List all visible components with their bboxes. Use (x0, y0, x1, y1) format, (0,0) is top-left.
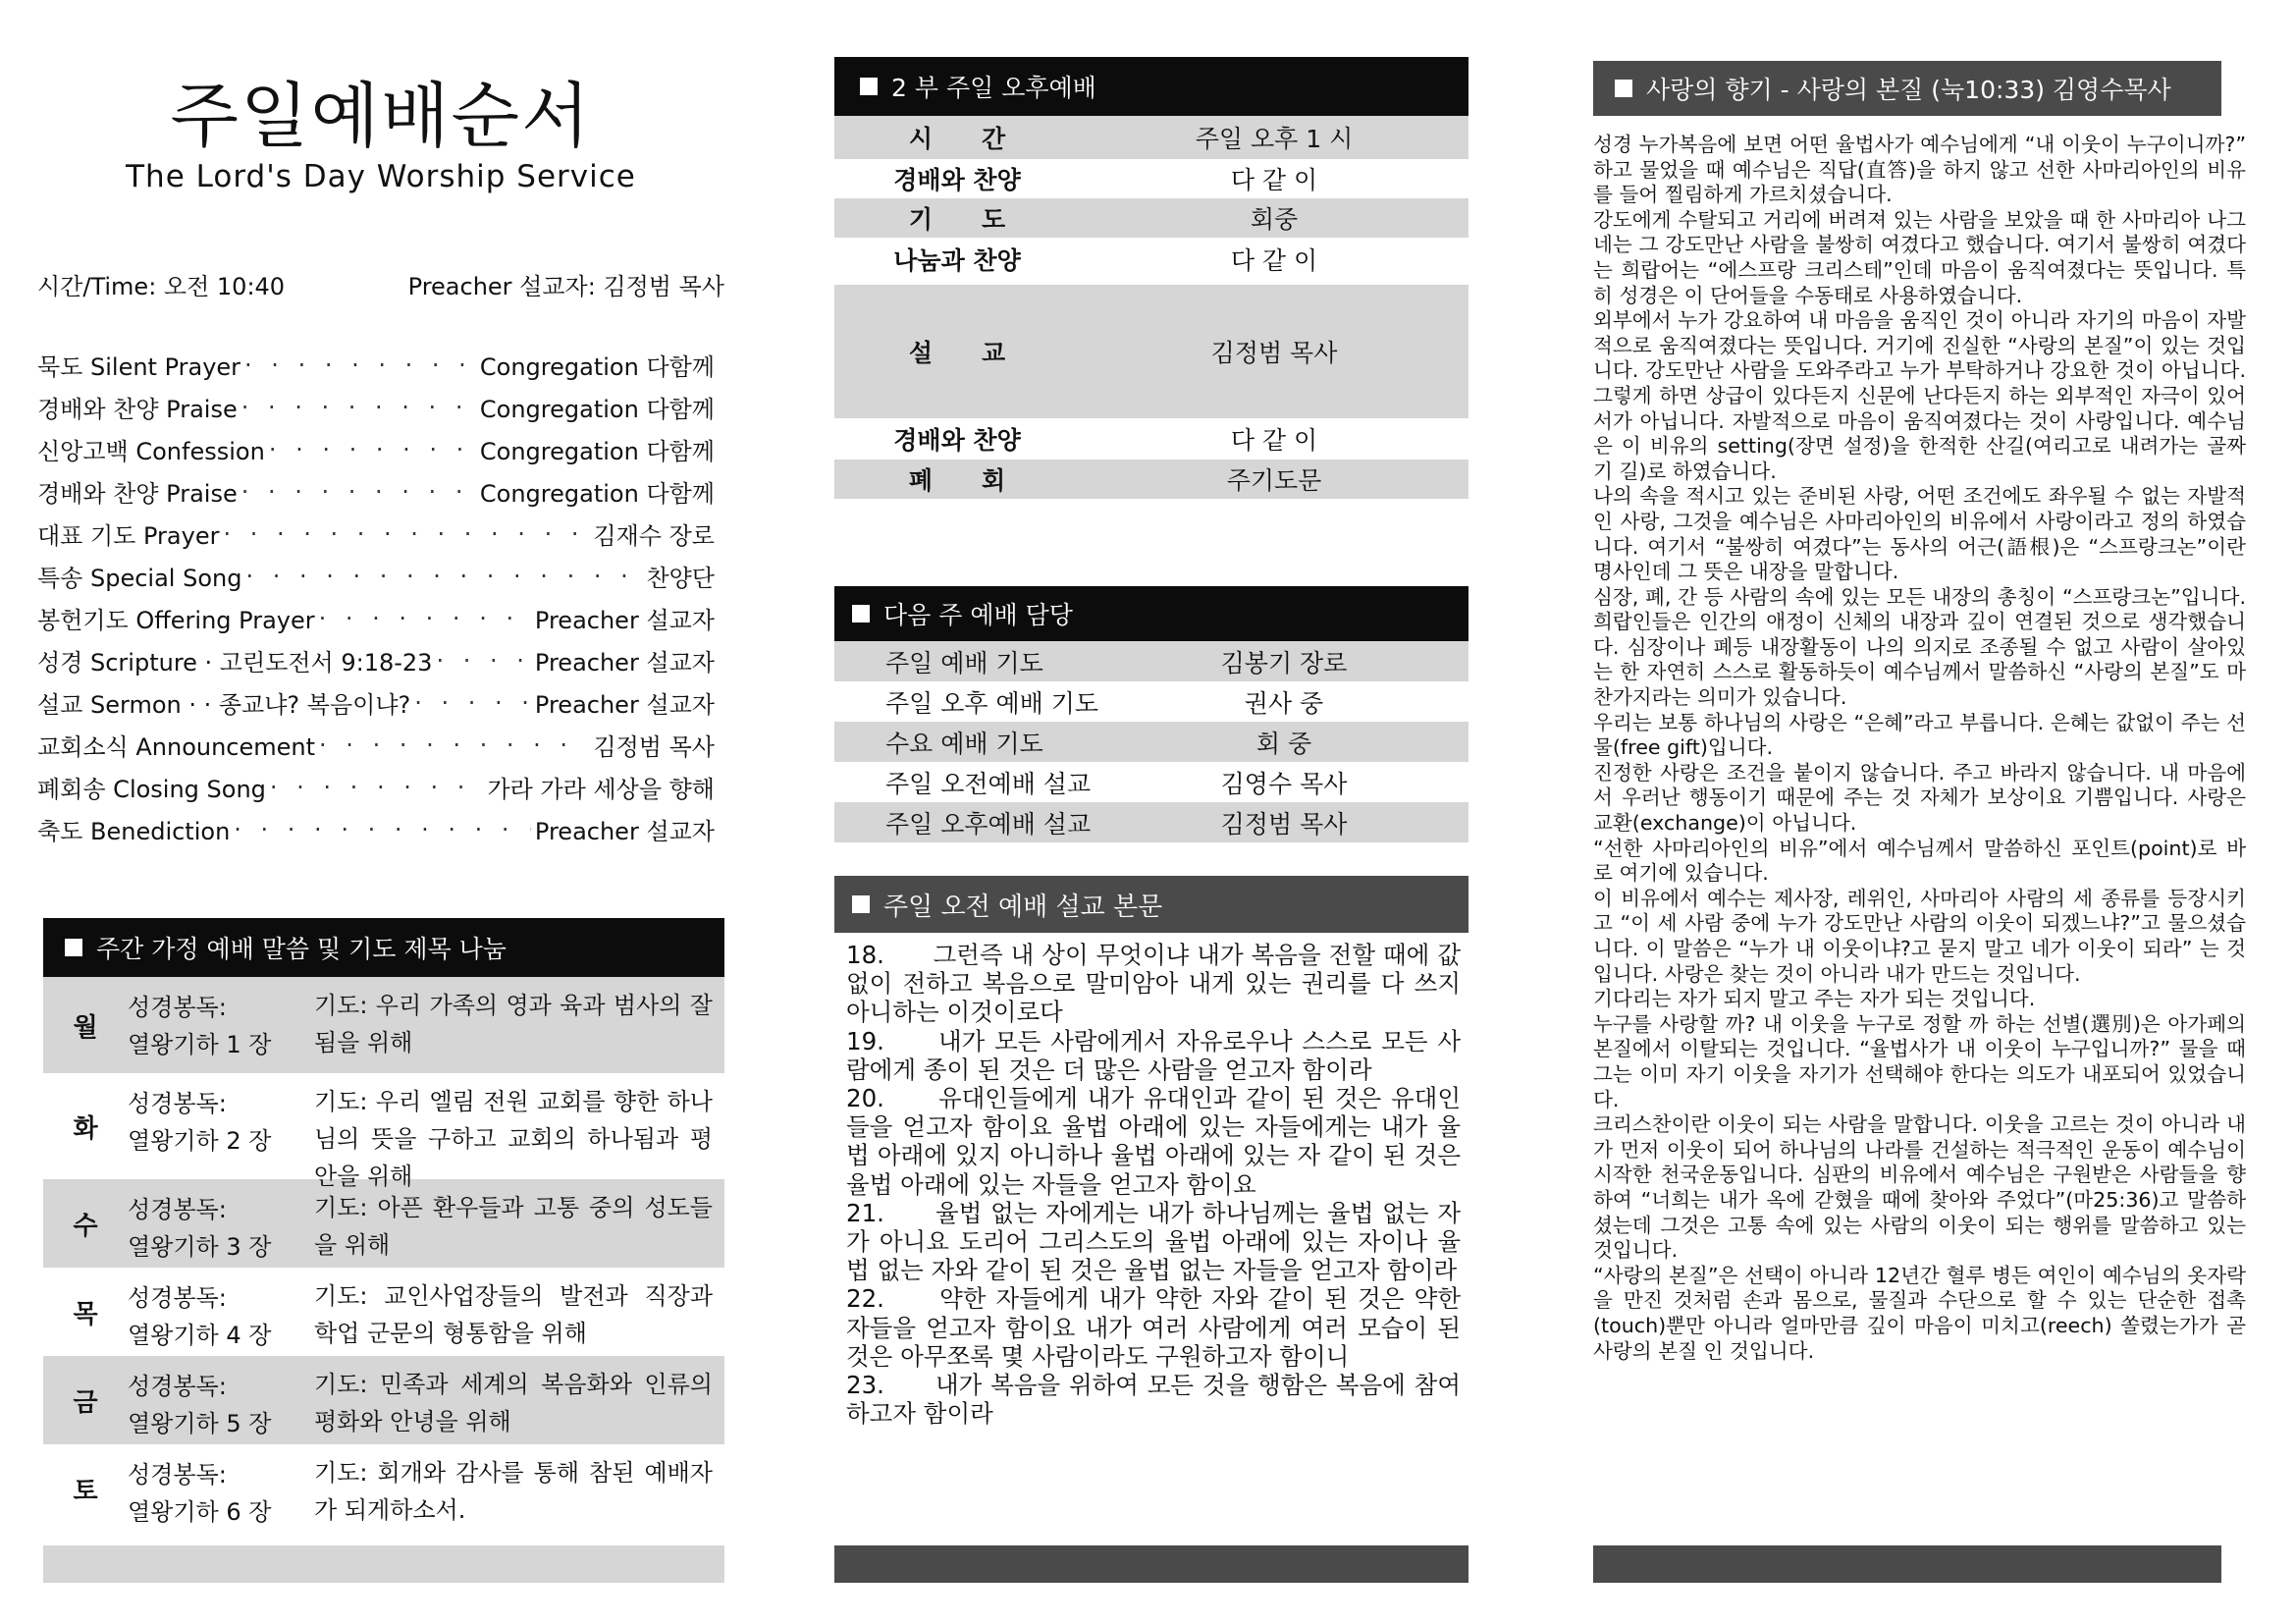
sermon-text-heading-text: 주일 오전 예배 설교 본문 (883, 892, 1163, 922)
essay-paragraph: “사랑의 본질”은 선택이 아니라 12년간 혈루 병든 여인이 예수님의 옷자락을 만진 것처럼 손과 몸으로, 물질과 수단으로 할 수 있는 단순한 접촉(touch)뿐만 아니라 얼마만큼 깊이 마음이 미치고(reech) 쏠렸는가가 곧 사랑의 본질 인 것입니다. (1593, 1263, 2246, 1363)
next-week-schedule (834, 641, 1468, 842)
schedule-row (834, 198, 1468, 238)
prayer-topic: 기도: 민족과 세계의 복음화와 인류의 평화와 안녕을 위해 (314, 1371, 713, 1435)
order-item-name: 신앙고백 Confession (37, 438, 265, 465)
bible-reference: 열왕기하 2 장 (128, 1127, 272, 1155)
weekday: 토 (73, 1476, 98, 1506)
schedule-value: 다 같 이 (1230, 426, 1318, 455)
order-item-leader: Preacher 설교자 (534, 607, 715, 634)
essay-paragraph: 나의 속을 적시고 있는 준비된 사랑, 어떤 조건에도 좌우될 수 없는 자발적인 사랑, 그것을 예수님은 사마리아인의 비유에서 사랑이라고 정의 하였습니다. 여기서 “불쌍히 여겼다”는 동사의 어근(語根)은 “스프랑크논”이란 명사인데 그 뜻은 내장을 말합니다. (1593, 484, 2246, 584)
bible-label: 성경봉독: (128, 1284, 227, 1312)
order-item-leader: 찬양단 (646, 565, 715, 592)
afternoon-service-heading (834, 57, 1468, 116)
weekly-row (43, 1073, 724, 1190)
square-bullet-icon (860, 78, 878, 95)
duty-value: 권사 중 (1244, 688, 1324, 718)
duty-value: 김영수 목사 (1220, 769, 1348, 798)
next-week-heading-text: 다음 주 예배 담당 (883, 601, 1073, 629)
bible-reading (128, 1073, 314, 1179)
square-bullet-icon (65, 939, 82, 956)
duty-label: 주일 예배 기도 (885, 648, 1043, 677)
prayer-topic: 기도: 회개와 감사를 통해 참된 예배자가 되게하소서. (314, 1459, 713, 1524)
dot-leader (436, 647, 530, 675)
scripture-verse: 23. 내가 복음을 위하여 모든 것을 행함은 복음에 참여하고자 함이라 (846, 1371, 1461, 1429)
scripture-verse: 18. 그런즉 내 상이 무엇이냐 내가 복음을 전할 때에 값없이 전하고 복음으로 말미암아 내게 있는 권리를 다 쓰지 아니하는 이것이로다 (846, 941, 1461, 1027)
order-item (37, 639, 715, 681)
schedule-label: 기 도 (908, 205, 1006, 234)
schedule-label: 나눔과 찬양 (893, 246, 1021, 275)
order-item (37, 470, 715, 513)
duty-value: 회 중 (1255, 729, 1312, 758)
order-item-name: 특송 Special Song (37, 565, 242, 592)
schedule-value: 다 같 이 (1230, 166, 1318, 194)
schedule-value: 회중 (1250, 205, 1299, 234)
afternoon-schedule (834, 116, 1468, 499)
order-item-leader: 가라 가라 세상을 향해 (487, 776, 715, 803)
weekday: 금 (73, 1387, 98, 1418)
dot-leader (245, 563, 642, 590)
order-item (37, 344, 715, 386)
bible-reference: 열왕기하 5 장 (128, 1410, 272, 1437)
essay-paragraph: 성경 누가복음에 보면 어떤 율법사가 예수님에게 “내 이웃이 누구이니까?” 하고 물었을 때 예수님은 직답(直答)을 하지 않고 선한 사마리아인의 비유를 들어 찔림하게 가르치셨습니다. (1593, 133, 2246, 207)
order-item-leader: Congregation 다함께 (479, 438, 715, 465)
bible-reading (128, 1179, 314, 1268)
weekday: 월 (73, 1012, 98, 1043)
dot-leader (414, 689, 531, 717)
essay-heading-text: 사랑의 향기 - 사랑의 본질 (눅10:33) 김영수목사 (1646, 76, 2171, 104)
bible-reference: 열왕기하 6 장 (128, 1498, 272, 1526)
order-item (37, 555, 715, 597)
order-item (37, 808, 715, 850)
bible-reference: 열왕기하 3 장 (128, 1233, 272, 1261)
dot-leader (319, 731, 589, 759)
essay-paragraph: 기다리는 자가 되지 말고 주는 자가 되는 것입니다. (1593, 987, 2036, 1011)
order-item-leader: Preacher 설교자 (534, 649, 715, 677)
order-item (37, 428, 715, 470)
schedule-label: 경배와 찬양 (893, 426, 1021, 455)
duty-row (834, 722, 1468, 762)
weekday: 화 (73, 1113, 98, 1144)
scripture-passage (846, 941, 1461, 1428)
order-item-leader: 김재수 장로 (593, 522, 715, 550)
dot-leader (319, 605, 531, 632)
order-item-leader: Preacher 설교자 (534, 691, 715, 719)
bible-reading (128, 1444, 314, 1533)
service-info (37, 267, 724, 301)
duty-value: 김봉기 장로 (1220, 648, 1348, 677)
schedule-value: 다 같 이 (1230, 246, 1318, 275)
dot-leader (269, 436, 476, 463)
order-item (37, 681, 715, 724)
order-item-name: 대표 기도 Prayer (37, 522, 220, 550)
prayer-topic: 기도: 우리 가족의 영과 육과 범사의 잘됨을 위해 (314, 992, 713, 1056)
duty-row (834, 641, 1468, 681)
weekly-row (43, 977, 724, 1073)
bible-label: 성경봉독: (128, 1461, 227, 1489)
dot-leader (241, 394, 476, 421)
weekly-row (43, 1356, 724, 1444)
schedule-row (834, 285, 1468, 418)
schedule-row (834, 238, 1468, 281)
bible-reading (128, 1268, 314, 1356)
essay-paragraph: 크리스찬이란 이웃이 되는 사람을 말합니다. 이웃을 고르는 것이 아니라 내가 먼저 이웃이 되어 하나님의 나라를 건설하는 적극적인 운동이 예수님이 시작한 천국운동입니다. 심판의 비유에서 예수님은 구원받은 사람들을 향하여 “너희는 내가 옥에 갇혔을 때에 찾아와 주었다”(마25:36)고 말씀하셨는데 그것은 고통 속에 있는 사람의 이웃이 되는 행위를 말씀하고 있는 것입니다. (1593, 1112, 2246, 1263)
duty-label: 주일 오전예배 설교 (885, 769, 1092, 798)
duty-label: 수요 예배 기도 (885, 729, 1043, 758)
bible-reading (128, 1356, 314, 1444)
bible-reading (128, 977, 314, 1073)
order-item-leader: Congregation 다함께 (479, 396, 715, 423)
order-list (37, 344, 715, 850)
order-item (37, 766, 715, 808)
order-item-leader: Congregation 다함께 (479, 480, 715, 508)
duty-label: 주일 오후 예배 기도 (885, 688, 1099, 718)
schedule-label: 시 간 (908, 125, 1006, 153)
order-item-leader: Preacher 설교자 (534, 818, 715, 845)
schedule-value: 주일 오후 1 시 (1195, 125, 1354, 153)
order-item-name: 교회소식 Announcement (37, 733, 316, 761)
essay-paragraph: 이 비유에서 예수는 제사장, 레위인, 사마리아 사람의 세 종류를 등장시키고 “이 세 사람 중에 누가 강도만난 사람의 이웃이 되겠느냐?”고 물으셨습니다. 이 말씀은 “누가 내 이웃이냐?고 묻지 말고 네가 이웃이 되라” 는 것입니다. 사랑은 찾는 것이 아니라 내가 만드는 것입니다. (1593, 886, 2246, 986)
order-item-name: 봉헌기도 Offering Prayer (37, 607, 315, 634)
essay-heading (1593, 61, 2221, 116)
schedule-row (834, 159, 1468, 198)
order-item (37, 597, 715, 639)
dot-leader (234, 816, 531, 843)
schedule-row (834, 460, 1468, 499)
bible-label: 성경봉독: (128, 994, 227, 1021)
duty-row (834, 681, 1468, 722)
essay-body (1593, 133, 2246, 1364)
essay-paragraph: 강도에게 수탈되고 거리에 버려져 있는 사람을 보았을 때 한 사마리아 나그네는 그 강도만난 사람을 불쌍히 여겼다고 했습니다. 여기서 불쌍히 여겼다는 희랍어는 “에스프랑 크리스테”인데 마음이 움직여졌다는 뜻입니다. 특히 성경은 이 단어들을 수동태로 사용하였습니다. (1593, 207, 2246, 307)
weekly-devotion-table (43, 977, 724, 1533)
bible-reference: 열왕기하 1 장 (128, 1031, 272, 1058)
order-item-leader: Congregation 다함께 (479, 353, 715, 381)
next-week-heading (834, 586, 1468, 641)
weekday: 수 (73, 1211, 98, 1241)
essay-paragraph: 진정한 사랑은 조건을 붙이지 않습니다. 주고 바라지 않습니다. 내 마음에서 우러난 행동이기 때문에 주는 것 자체가 보상이요 기쁨입니다. 사랑은 교환(exchange)이 아닙니다. (1593, 760, 2246, 836)
essay-paragraph: 심장, 폐, 간 등 사람의 속에 있는 모든 내장의 총칭이 “스프랑크논”입니다. 희랍인들은 인간의 애정이 신체의 내장과 깊이 연결된 것으로 생각했습니다. 심장이나 폐등 내장활동이 나의 의지로 조종될 수 없고 사람이 살아있는 한 자연히 스스로 활동하듯이 예수님께서 말씀하신 “사랑의 본질”도 마찬가지라는 의미가 있습니다. (1593, 584, 2246, 710)
essay-paragraph: 우리는 보통 하나님의 사랑은 “은혜”라고 부릅니다. 은혜는 값없이 주는 선물(free gift)입니다. (1593, 710, 2246, 760)
order-item-name: 경배와 찬양 Praise (37, 480, 238, 508)
square-bullet-icon (852, 605, 870, 623)
sermon-text-heading (834, 876, 1468, 933)
duty-row (834, 802, 1468, 842)
scripture-verse: 20. 유대인들에게 내가 유대인과 같이 된 것은 유대인들을 얻고자 함이요 율법 아래에 있는 자들에게는 내가 율법 아래에 있지 아니하나 율법 아래에 있는 자 같이 된 것은 율법 아래에 있는 자들을 얻고자 함이요 (846, 1084, 1461, 1199)
dot-leader (223, 520, 589, 548)
footer-bar (834, 1545, 1468, 1583)
service-preacher: Preacher 설교자: 김정범 목사 (407, 273, 724, 300)
footer-bar (1593, 1545, 2221, 1583)
weekly-row (43, 1179, 724, 1268)
scripture-verse: 22. 약한 자들에게 내가 약한 자와 같이 된 것은 약한 자들을 얻고자 함이요 내가 여러 사람에게 여러 모습이 된 것은 아무쪼록 몇 사람이라도 구원하고자 함이니 (846, 1284, 1461, 1371)
essay-paragraph: 외부에서 누가 강요하여 내 마음을 움직인 것이 아니라 자기의 마음이 자발적으로 움직여졌다는 뜻입니다. 거기에 진실한 “사랑의 본질”이 있는 것입니다. 강도만난 사람을 도와주라고 누가 부탁하거나 강요한 것이 아닙니다. 그렇게 하면 상급이 있다든지 신문에 난다든지 하는 외부적인 자극이 있어서가 아닙니다. 자발적으로 마음이 움직여졌다는 것이 사랑입니다. 예수님은 이 비유의 setting(장면 설정)을 한적한 산길(여리고로 내려가는 골짜기 길)로 하였습니다. (1593, 308, 2246, 483)
duty-row (834, 762, 1468, 802)
dot-leader (244, 352, 476, 379)
page-subtitle: The Lord's Day Worship Service (126, 159, 636, 194)
order-item (37, 513, 715, 555)
scripture-verse: 21. 율법 없는 자에게는 내가 하나님께는 율법 없는 자가 아니요 도리어 그리스도의 율법 아래에 있는 자이나 율법 없는 자와 같이 된 것은 율법 없는 자들을 얻고자 함이라 (846, 1198, 1461, 1285)
bible-label: 성경봉독: (128, 1373, 227, 1400)
dot-leader (241, 478, 476, 506)
prayer-topic: 기도: 아픈 환우들과 고통 중의 성도들을 위해 (314, 1194, 713, 1259)
duty-value: 김정범 목사 (1220, 809, 1348, 839)
service-time: 시간/Time: 오전 10:40 (37, 273, 286, 300)
weekly-heading-text: 주간 가정 예배 말씀 및 기도 제목 나눔 (96, 935, 507, 963)
order-item-name: 경배와 찬양 Praise (37, 396, 238, 423)
essay-paragraph: “선한 사마리아인의 비유”에서 예수님께서 말씀하신 포인트(point)로 바로 여기에 있습니다. (1593, 836, 2246, 886)
square-bullet-icon (1615, 80, 1632, 97)
duty-label: 주일 오후예배 설교 (885, 809, 1092, 839)
weekly-devotion-heading (43, 918, 724, 977)
order-item-leader: 김정범 목사 (593, 733, 715, 761)
schedule-value: 주기도문 (1226, 466, 1322, 495)
schedule-row (834, 116, 1468, 159)
order-item (37, 724, 715, 766)
bible-label: 성경봉독: (128, 1090, 227, 1117)
square-bullet-icon (852, 895, 870, 913)
footer-bar (43, 1545, 724, 1583)
schedule-value: 김정범 목사 (1210, 339, 1338, 367)
schedule-row (834, 418, 1468, 460)
prayer-topic: 기도: 우리 엘림 전원 교회를 향한 하나님의 뜻을 구하고 교회의 하나됨과 평안을 위해 (314, 1088, 713, 1190)
weekday: 목 (73, 1299, 98, 1329)
essay-paragraph: 누구를 사랑할 까? 내 이웃을 누구로 정할 까 하는 선별(選別)은 아가페의 본질에서 이탈되는 것입니다. “율법사가 내 이웃이 누구입니까?” 물을 때 그는 이미 자기 이웃을 자기가 선택해야 한다는 의도가 내포되어 있었습니다. (1593, 1011, 2246, 1111)
prayer-topic: 기도: 교인사업장들의 발전과 직장과 학업 군문의 형통함을 위해 (314, 1282, 713, 1347)
schedule-label: 설 교 (908, 339, 1006, 367)
afternoon-heading-text: 2 부 주일 오후예배 (891, 74, 1096, 102)
order-item (37, 386, 715, 428)
weekly-row (43, 1444, 724, 1533)
page-title: 주일예배순서 (170, 75, 592, 157)
schedule-label: 경배와 찬양 (893, 166, 1021, 194)
order-item-name: 축도 Benediction (37, 818, 231, 845)
order-item-name: 성경 Scripture · 고린도전서 9:18-23 (37, 649, 433, 677)
dot-leader (270, 774, 484, 801)
bible-label: 성경봉독: (128, 1196, 227, 1223)
bible-reference: 열왕기하 4 장 (128, 1322, 272, 1349)
scripture-verse: 19. 내가 모든 사람에게서 자유로우나 스스로 모든 사람에게 종이 된 것은 더 많은 사람을 얻고자 함이라 (846, 1026, 1461, 1084)
order-item-name: 설교 Sermon · · 종교냐? 복음이냐? (37, 691, 411, 719)
weekly-row (43, 1268, 724, 1356)
order-item-name: 폐회송 Closing Song (37, 776, 266, 803)
order-item-name: 묵도 Silent Prayer (37, 353, 241, 381)
schedule-label: 폐 회 (908, 466, 1006, 495)
